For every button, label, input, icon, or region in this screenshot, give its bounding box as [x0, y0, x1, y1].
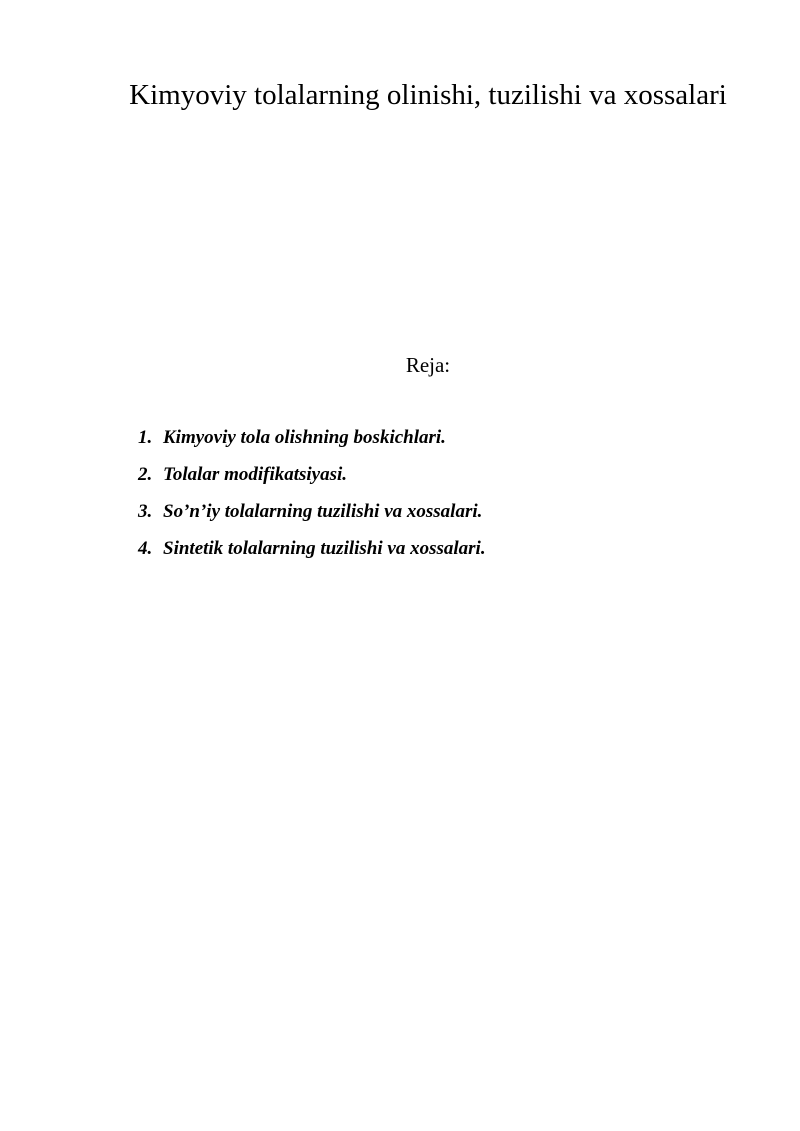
plan-item-text: Tolalar modifikatsiyasi. — [163, 464, 348, 485]
plan-item-4 — [138, 535, 486, 572]
plan-item-3 — [138, 498, 486, 535]
plan-list — [138, 424, 486, 572]
plan-item-number: 2. — [138, 464, 153, 485]
plan-heading: Reja: — [405, 353, 451, 377]
plan-item-number: 3. — [138, 501, 153, 522]
plan-item-number: 4. — [138, 538, 153, 559]
document-title: Kimyoviy tolalarning olinishi, tuzilishi va xossalari — [129, 79, 727, 111]
plan-item-2 — [138, 461, 486, 498]
plan-item-number: 1. — [138, 427, 153, 448]
plan-item-1 — [138, 424, 486, 461]
plan-item-text: Kimyoviy tola olishning boskichlari. — [163, 427, 446, 448]
plan-item-text: So’n’iy tolalarning tuzilishi va xossalari. — [163, 501, 483, 522]
plan-item-text: Sintetik tolalarning tuzilishi va xossalari. — [163, 538, 486, 559]
